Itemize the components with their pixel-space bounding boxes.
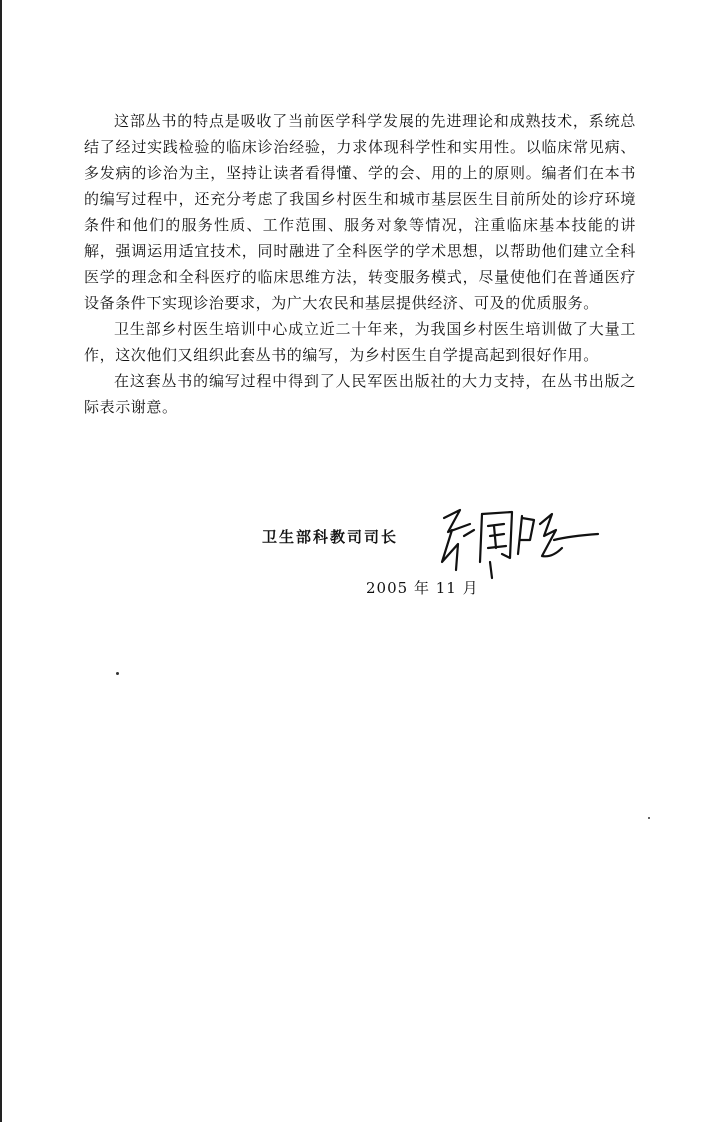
signature-block [262,512,602,572]
handwritten-signature [430,500,600,580]
scan-speck [116,672,119,675]
signer-title: 卫生部科教司司长 [262,528,399,546]
paragraph-1: 这部丛书的特点是吸收了当前医学科学发展的先进理论和成熟技术，系统总结了经过实践检验的临床诊治经验，力求体现科学性和实用性。以临床常见病、多发病的诊治为主，坚持让读者看得懂、学的会、用的上的原则。编者们在本书的编写过程中，还充分考虑了我国乡村医生和城市基层医生目前所处的诊疗环境条件和他们的服务性质、工作范围、服务对象等情况，注重临床基本技能的讲解，强调运用适宜技术，同时融进了全科医学的学术思想，以帮助他们建立全科医学的理念和全科医疗的临床思维方法，转变服务模式，尽量使他们在普通医疗设备条件下实现诊治要求，为广大农民和基层提供经济、可及的优质服务。 [84,112,636,312]
signing-date: 2005 年 11 月 [366,579,479,597]
scan-speck [648,817,650,819]
paragraph-3: 在这套丛书的编写过程中得到了人民军医出版社的大力支持，在丛书出版之际表示谢意。 [84,372,636,416]
preface-body [84,108,636,420]
page-edge-rule [0,0,2,1122]
paragraph-2: 卫生部乡村医生培训中心成立近二十年来，为我国乡村医生培训做了大量工作，这次他们又组织此套丛书的编写，为乡村医生自学提高起到很好作用。 [84,320,636,364]
